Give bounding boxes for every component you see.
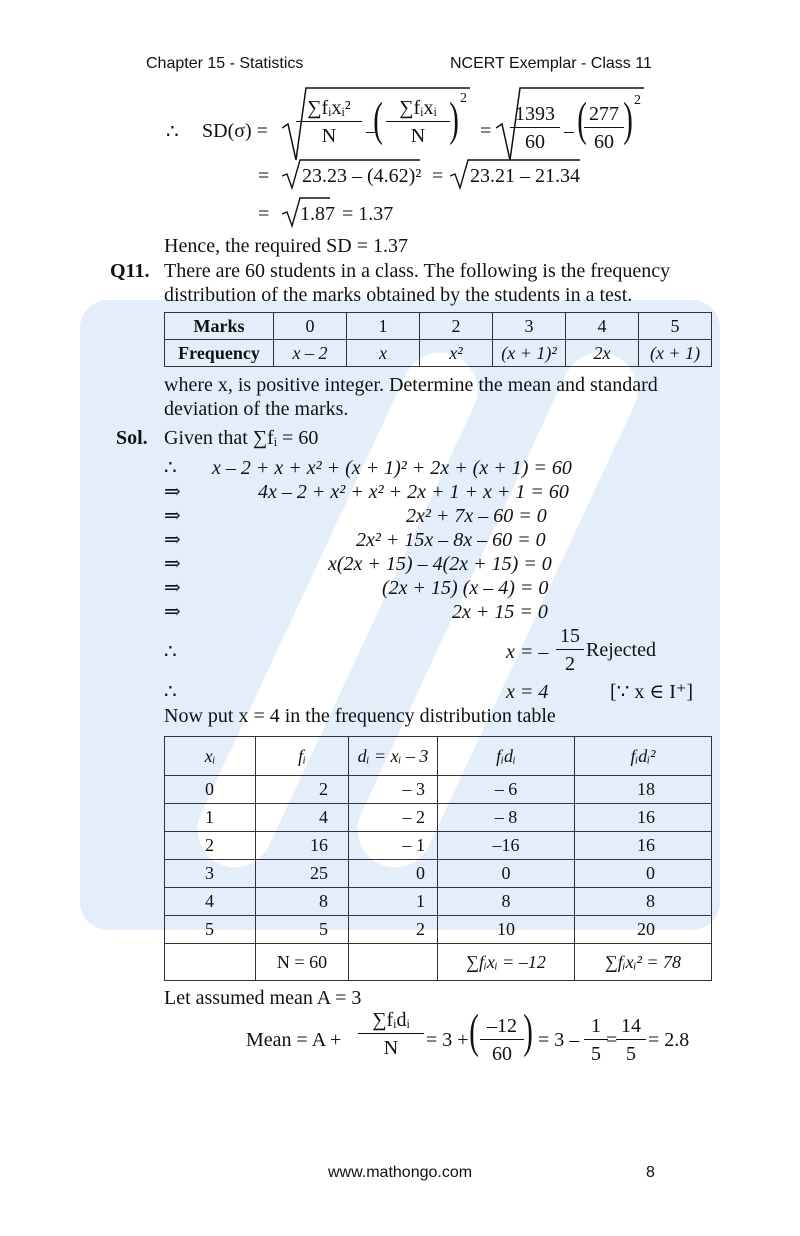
fraction-277-over-60: $\frac{277}{60}$ bbox=[584, 104, 624, 152]
sd-label: SD(σ) = bbox=[202, 120, 268, 142]
table-header-row: xᵢ fᵢ dᵢ = xᵢ – 3 fᵢdᵢ fᵢdᵢ² bbox=[165, 737, 712, 776]
question-label: Q11. bbox=[110, 260, 150, 282]
integer-note: [∵ x ∈ I⁺] bbox=[610, 681, 694, 703]
question-line-4: deviation of the marks. bbox=[164, 398, 349, 420]
sd-line2-part1: 23.23 – (4.62)² bbox=[302, 165, 422, 187]
fraction-14-over-5: $\frac{14}{5}$ bbox=[616, 1016, 646, 1064]
rejected-label: Rejected bbox=[586, 639, 656, 661]
table-row: 2 16 – 1 –16 16 bbox=[165, 832, 712, 860]
question-line-1: There are 60 students in a class. The following is the frequency bbox=[164, 260, 671, 282]
fraction-1393-over-60: $\frac{1393}{60}$ bbox=[510, 104, 560, 152]
table-row: 5 5 2 10 20 bbox=[165, 916, 712, 944]
step-1: x – 2 + x + x² + (x + 1)² + 2x + (x + 1) = 60 bbox=[212, 457, 572, 479]
header-chapter: Chapter 15 - Statistics bbox=[146, 55, 304, 72]
sd-line2-part2: 23.21 – 21.34 bbox=[470, 165, 580, 187]
table-row: 3 25 0 0 0 bbox=[165, 860, 712, 888]
fraction-minus12-over-60: $\frac{-12}{60}$ bbox=[480, 1016, 524, 1064]
question-line-3: where x, is positive integer. Determine the mean and standard bbox=[164, 374, 658, 396]
table-row: 1 4 – 2 – 8 16 bbox=[165, 804, 712, 832]
table-row: Marks 0 1 2 3 4 5 bbox=[165, 313, 712, 340]
solution-label: Sol. bbox=[116, 427, 148, 449]
rejected-lhs: x = – bbox=[506, 641, 549, 663]
table-total-row: N = 60 ∑fᵢxᵢ = –12 ∑fᵢxᵢ² = 78 bbox=[165, 944, 712, 981]
question-line-2: distribution of the marks obtained by the students in a test. bbox=[164, 284, 633, 306]
fraction-sum-fx2-over-n: ∑fᵢxᵢ² N bbox=[296, 98, 362, 146]
step-6: (2x + 15) (x – 4) = 0 bbox=[382, 577, 549, 599]
footer-website[interactable]: www.mathongo.com bbox=[328, 1164, 473, 1181]
therefore-symbol: ∴ bbox=[166, 121, 179, 143]
fraction-sum-fx-over-n: ∑fᵢxᵢ N bbox=[386, 98, 450, 146]
step-7: 2x + 15 = 0 bbox=[452, 601, 548, 623]
frequency-table bbox=[164, 312, 712, 367]
table-row: 0 2 – 3 – 6 18 bbox=[165, 776, 712, 804]
header-book: NCERT Exemplar - Class 11 bbox=[450, 55, 652, 72]
step-5: x(2x + 15) – 4(2x + 15) = 0 bbox=[328, 553, 552, 575]
assumed-mean: Let assumed mean A = 3 bbox=[164, 987, 362, 1009]
step-2: 4x – 2 + x² + x² + 2x + 1 + x + 1 = 60 bbox=[258, 481, 569, 503]
fraction-1-over-5: $\frac{1}{5}$ bbox=[584, 1016, 608, 1064]
given-statement: Given that ∑fᵢ = 60 bbox=[164, 427, 319, 449]
table-row: 4 8 1 8 8 bbox=[165, 888, 712, 916]
sd-line3-root: 1.87 bbox=[300, 203, 335, 225]
put-x-line: Now put x = 4 in the frequency distribution table bbox=[164, 705, 556, 727]
sd-line3-result: = 1.37 bbox=[342, 203, 394, 225]
sd-conclusion: Hence, the required SD = 1.37 bbox=[164, 235, 408, 257]
accepted-value: x = 4 bbox=[506, 681, 549, 703]
footer-page-number: 8 bbox=[646, 1164, 655, 1181]
mean-result: = 2.8 bbox=[648, 1029, 690, 1051]
fraction-sum-fd-over-n: ∑fᵢdᵢ N bbox=[358, 1010, 424, 1058]
deviation-table bbox=[164, 736, 712, 981]
table-row: Frequency x – 2 x x² (x + 1)² 2x (x + 1) bbox=[165, 340, 712, 367]
step-3: 2x² + 7x – 60 = 0 bbox=[406, 505, 547, 527]
fraction-15-over-2: $\frac{15}{2}$ bbox=[556, 626, 584, 674]
step-4: 2x² + 15x – 8x – 60 = 0 bbox=[356, 529, 546, 551]
